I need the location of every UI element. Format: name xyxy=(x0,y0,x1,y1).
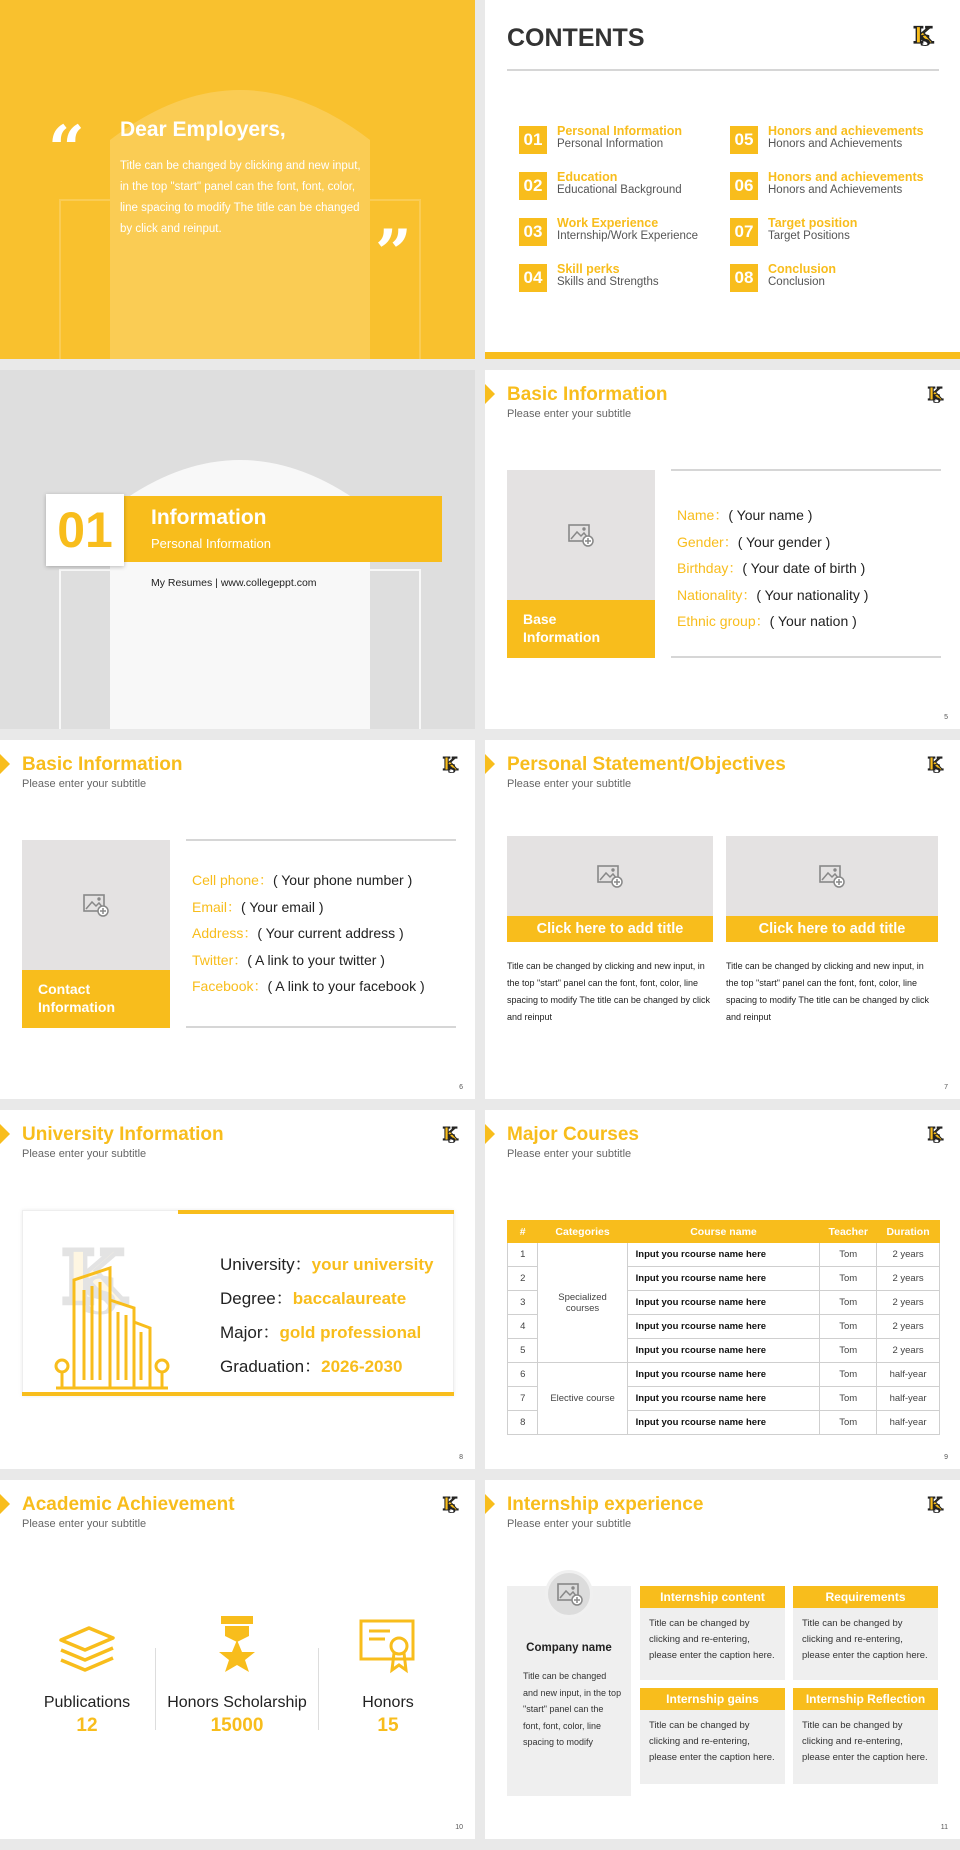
info-value: ( Your current address ) xyxy=(257,925,404,941)
slide-subtitle: Please enter your subtitle xyxy=(507,408,632,420)
header-triangle xyxy=(0,754,10,774)
teacher-cell: Tom xyxy=(820,1339,877,1363)
close-quote-icon: ” xyxy=(375,216,412,291)
photo-placeholder[interactable] xyxy=(726,836,938,916)
contents-item-subtitle: Conclusion xyxy=(768,276,825,288)
company-text: Title can be changed and new input, in the top "start" panel can the font, font, color, line spacing to modify xyxy=(523,1671,622,1747)
teacher-cell: Tom xyxy=(820,1291,877,1315)
ks-logo-icon xyxy=(922,752,948,778)
open-quote-icon: “ xyxy=(48,112,85,187)
university-key: Graduation： xyxy=(220,1357,322,1376)
info-row xyxy=(677,558,865,578)
ks-logo-icon xyxy=(922,1122,948,1148)
certificate-icon xyxy=(358,1616,418,1676)
contents-item-subtitle: Educational Background xyxy=(557,184,682,196)
divider xyxy=(186,839,456,841)
info-value: ( A link to your twitter ) xyxy=(247,951,385,968)
contents-item-subtitle: Target Positions xyxy=(768,230,850,242)
header-cell: Course name xyxy=(627,1221,820,1243)
course-name-cell: Input you rcourse name here xyxy=(627,1363,820,1387)
card-title: Requirements xyxy=(793,1586,938,1608)
slide-title: Basic Information xyxy=(22,754,183,775)
image-add-icon xyxy=(557,1582,583,1606)
info-value: ( Your email ) xyxy=(241,898,324,915)
card-text: Title can be changed by clicking and new input, in the top "start" panel can the font, font, color, line spacing to modify The title can be changed by click and reinput xyxy=(726,961,929,1022)
info-row xyxy=(192,976,425,996)
slide-title: University Information xyxy=(22,1124,224,1145)
teacher-cell: Tom xyxy=(820,1387,877,1411)
info-key: Gender： xyxy=(677,533,738,550)
contents-item-title: Honors and achievements xyxy=(768,124,924,138)
header-triangle xyxy=(0,1494,10,1514)
section-title: Information xyxy=(151,506,267,529)
achievement-label: Honors Scholarship xyxy=(167,1694,307,1711)
achievement-value: 12 xyxy=(76,1715,98,1736)
header-triangle xyxy=(0,1124,10,1144)
course-name-cell: Input you rcourse name here xyxy=(627,1291,820,1315)
info-key: Ethnic group： xyxy=(677,613,770,629)
bottom-bar xyxy=(485,352,960,359)
divider xyxy=(186,1026,456,1028)
table-header-row xyxy=(508,1221,940,1243)
info-row xyxy=(192,950,385,970)
info-row xyxy=(192,870,412,890)
contents-item-title: Work Experience xyxy=(557,216,659,230)
duration-cell: 2 years xyxy=(877,1339,940,1363)
contents-item-title: Personal Information xyxy=(557,124,683,138)
slide-subtitle: Please enter your subtitle xyxy=(22,778,147,790)
photo-placeholder[interactable] xyxy=(507,470,655,600)
contents-item-subtitle: Internship/Work Experience xyxy=(557,230,699,242)
card-text: Title can be changed by clicking and new input, in the top "start" panel can the font, font, color, line spacing to modify The title can be changed by click and reinput xyxy=(507,961,710,1022)
header-triangle xyxy=(485,1124,495,1144)
duration-cell: half-year xyxy=(877,1387,940,1411)
university-row xyxy=(220,1284,406,1309)
slide-title: Personal Statement/Objectives xyxy=(507,754,786,775)
page-number: 5 xyxy=(944,714,948,721)
card-text: Title can be changed by clicking and re-entering, please enter the caption here. xyxy=(793,1608,938,1680)
image-add-icon xyxy=(597,864,623,888)
slide-personal-statement xyxy=(485,740,960,1099)
info-value: ( Your nation ) xyxy=(769,613,857,629)
university-value: baccalaureate xyxy=(292,1289,407,1308)
duration-cell: 2 years xyxy=(877,1315,940,1339)
row-number: 2 xyxy=(508,1267,538,1291)
slide-major-courses xyxy=(485,1110,960,1469)
contents-item-number: 03 xyxy=(519,218,547,246)
category-cell: Elective course xyxy=(538,1363,627,1435)
contents-item-number: 05 xyxy=(730,126,758,154)
slide-subtitle: Please enter your subtitle xyxy=(507,1518,632,1530)
contents-item-number: 06 xyxy=(730,172,758,200)
company-name: Company name xyxy=(526,1642,612,1654)
info-key: Twitter： xyxy=(192,951,248,968)
slide-cover xyxy=(0,0,475,359)
contents-item-title: Target position xyxy=(768,216,858,230)
header-triangle xyxy=(485,384,495,404)
ks-logo-icon xyxy=(437,1492,463,1518)
section-footer: My Resumes | www.collegeppt.com xyxy=(151,577,317,589)
info-key: Nationality： xyxy=(677,586,757,603)
achievement-value: 15000 xyxy=(210,1715,264,1736)
course-name-cell: Input you rcourse name here xyxy=(627,1387,820,1411)
slide-subtitle: Please enter your subtitle xyxy=(22,1518,147,1530)
contents-item-title: Skill perks xyxy=(557,262,620,276)
card-title: Internship Reflection xyxy=(793,1688,938,1710)
card-title: Internship content xyxy=(640,1586,785,1608)
box-label-line: Base xyxy=(523,611,557,627)
base-info-label xyxy=(507,600,655,658)
photo-placeholder[interactable] xyxy=(22,840,170,970)
university-key: Degree： xyxy=(220,1289,293,1308)
slide-internship xyxy=(485,1480,960,1839)
photo-placeholder[interactable] xyxy=(507,836,713,916)
row-number: 3 xyxy=(508,1291,538,1315)
achievement-label: Honors xyxy=(362,1694,414,1711)
contents-title: CONTENTS xyxy=(507,24,645,52)
row-number: 8 xyxy=(508,1411,538,1435)
courses-table xyxy=(507,1220,940,1435)
university-value: your university xyxy=(311,1255,434,1274)
section-number-box xyxy=(46,494,124,566)
divider xyxy=(507,69,939,71)
category-cell: Specialized courses xyxy=(538,1243,627,1363)
row-number: 6 xyxy=(508,1363,538,1387)
slide-title: Internship experience xyxy=(507,1494,704,1515)
card-title-button[interactable]: Click here to add title xyxy=(507,916,713,942)
duration-cell: half-year xyxy=(877,1363,940,1387)
books-icon xyxy=(57,1618,117,1678)
page-number: 8 xyxy=(459,1454,463,1461)
info-value: ( Your gender ) xyxy=(737,533,831,550)
row-number: 7 xyxy=(508,1387,538,1411)
info-row xyxy=(192,897,324,917)
contents-item-number: 02 xyxy=(519,172,547,200)
contact-info-label xyxy=(22,970,170,1028)
teacher-cell: Tom xyxy=(820,1267,877,1291)
contents-item-title: Conclusion xyxy=(768,262,837,276)
contents-item-subtitle: Personal Information xyxy=(557,138,664,150)
slide-subtitle: Please enter your subtitle xyxy=(22,1148,147,1160)
page-number: 6 xyxy=(459,1084,463,1091)
slide-section-01 xyxy=(0,370,475,729)
university-row xyxy=(220,1250,434,1275)
row-number: 1 xyxy=(508,1243,538,1267)
contents-item-number: 01 xyxy=(519,126,547,154)
slide-subtitle: Please enter your subtitle xyxy=(507,778,632,790)
duration-cell: half-year xyxy=(877,1411,940,1435)
page-number: 10 xyxy=(455,1824,463,1831)
info-row xyxy=(677,611,857,631)
duration-cell: 2 years xyxy=(877,1243,940,1267)
header-triangle xyxy=(485,754,495,774)
image-add-icon xyxy=(83,893,109,917)
university-value: 2026-2030 xyxy=(321,1357,403,1376)
contents-item-number: 08 xyxy=(730,264,758,292)
card-text: Title can be changed by clicking and re-entering, please enter the caption here. xyxy=(793,1710,938,1784)
info-key: Address： xyxy=(192,925,258,941)
slide-title: Major Courses xyxy=(507,1124,639,1145)
course-name-cell: Input you rcourse name here xyxy=(627,1243,820,1267)
page-number: 9 xyxy=(944,1454,948,1461)
card-title-button[interactable]: Click here to add title xyxy=(726,916,938,942)
row-number: 5 xyxy=(508,1339,538,1363)
info-key: Cell phone： xyxy=(192,872,273,888)
table-row xyxy=(508,1243,940,1267)
university-key: University： xyxy=(220,1255,312,1274)
page-number: 7 xyxy=(944,1084,948,1091)
achievement-value: 15 xyxy=(377,1715,399,1736)
info-value: ( A link to your facebook ) xyxy=(267,978,425,994)
contents-item-subtitle: Skills and Strengths xyxy=(557,276,659,288)
course-name-cell: Input you rcourse name here xyxy=(627,1315,820,1339)
slide-basic-info xyxy=(485,370,960,729)
contents-item-subtitle: Honors and Achievements xyxy=(768,138,903,150)
contents-item-title: Education xyxy=(557,170,618,184)
info-value: ( Your date of birth ) xyxy=(742,560,866,576)
contents-item-number: 07 xyxy=(730,218,758,246)
university-row xyxy=(220,1352,402,1377)
duration-cell: 2 years xyxy=(877,1267,940,1291)
row-number: 4 xyxy=(508,1315,538,1339)
achievement-label: Publications xyxy=(43,1694,131,1711)
slide-contents xyxy=(485,0,960,359)
contents-item-subtitle: Honors and Achievements xyxy=(768,184,903,196)
cover-body: Title can be changed by clicking and new input, in the top "start" panel can the font, font, color, line spacing to modify The title can be changed by click and reinput. xyxy=(120,160,361,235)
slide-title: Basic Information xyxy=(507,384,668,405)
info-key: Name： xyxy=(677,507,729,523)
ks-logo-icon xyxy=(437,1122,463,1148)
header-cell: # xyxy=(508,1221,538,1243)
teacher-cell: Tom xyxy=(820,1243,877,1267)
medal-icon xyxy=(207,1614,267,1674)
university-value: gold professional xyxy=(279,1323,422,1342)
university-key: Major： xyxy=(220,1323,280,1342)
contents-item-title: Honors and achievements xyxy=(768,170,924,184)
ks-logo-icon xyxy=(922,382,948,408)
section-number: 01 xyxy=(57,502,113,558)
slide-title: Academic Achievement xyxy=(22,1494,235,1515)
ks-logo-icon xyxy=(437,752,463,778)
top-accent-bar xyxy=(178,1210,454,1214)
header-triangle xyxy=(485,1494,495,1514)
page-number: 11 xyxy=(940,1824,948,1831)
header-cell: Duration xyxy=(877,1221,940,1243)
box-label-line: Information xyxy=(523,629,600,645)
slide-subtitle: Please enter your subtitle xyxy=(507,1148,632,1160)
info-value: ( Your name ) xyxy=(728,507,813,523)
section-subtitle: Personal Information xyxy=(151,536,271,551)
info-row xyxy=(677,585,868,605)
box-label-line: Contact xyxy=(38,981,91,997)
teacher-cell: Tom xyxy=(820,1315,877,1339)
slide-university-info xyxy=(0,1110,475,1469)
info-value: ( Your phone number ) xyxy=(272,872,413,888)
info-row xyxy=(677,532,830,552)
course-name-cell: Input you rcourse name here xyxy=(627,1267,820,1291)
divider xyxy=(671,656,941,658)
header-cell: Teacher xyxy=(820,1221,877,1243)
divider xyxy=(671,469,941,471)
info-row xyxy=(192,923,404,943)
ks-logo-icon xyxy=(906,18,940,54)
teacher-cell: Tom xyxy=(820,1363,877,1387)
cover-heading: Dear Employers, xyxy=(120,118,286,141)
teacher-cell: Tom xyxy=(820,1411,877,1435)
info-key: Email： xyxy=(192,898,242,915)
company-avatar[interactable] xyxy=(545,1570,593,1618)
duration-cell: 2 years xyxy=(877,1291,940,1315)
card-text: Title can be changed by clicking and re-entering, please enter the caption here. xyxy=(640,1710,785,1784)
slide-academic-achievement xyxy=(0,1480,475,1839)
university-row xyxy=(220,1318,421,1343)
box-label-line: Information xyxy=(38,999,115,1015)
course-name-cell: Input you rcourse name here xyxy=(627,1411,820,1435)
ks-logo-icon xyxy=(922,1492,948,1518)
info-key: Birthday： xyxy=(677,560,743,576)
card-text: Title can be changed by clicking and re-entering, please enter the caption here. xyxy=(640,1608,785,1680)
header-cell: Categories xyxy=(538,1221,627,1243)
info-value: ( Your nationality ) xyxy=(756,586,869,603)
bottom-accent-bar xyxy=(22,1392,454,1396)
card-title: Internship gains xyxy=(640,1688,785,1710)
info-row xyxy=(677,505,812,525)
image-add-icon xyxy=(568,523,594,547)
building-icon xyxy=(52,1260,172,1390)
table-row xyxy=(508,1363,940,1387)
course-name-cell: Input you rcourse name here xyxy=(627,1339,820,1363)
info-key: Facebook： xyxy=(192,978,268,994)
contents-item-number: 04 xyxy=(519,264,547,292)
image-add-icon xyxy=(819,864,845,888)
slide-contact-info xyxy=(0,740,475,1099)
